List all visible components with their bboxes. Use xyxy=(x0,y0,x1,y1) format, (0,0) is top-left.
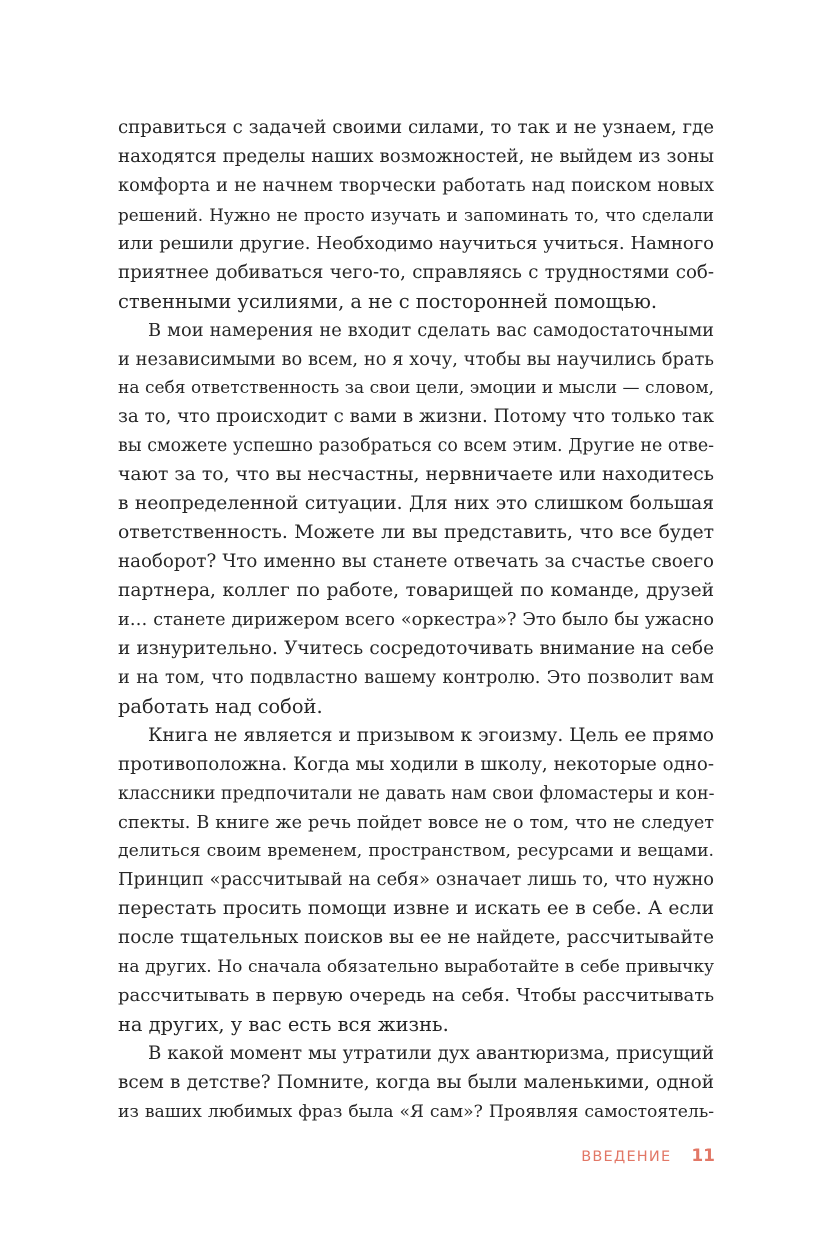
text-line: или решили другие. Необходимо научиться учиться. Намного xyxy=(118,232,714,254)
text-line: ственными усилиями, а не с посторонней помощью. xyxy=(118,289,658,313)
text-line: работать над собой. xyxy=(118,694,323,718)
text-line: комфорта и не начнем творчески работать над поиском новых xyxy=(118,174,714,196)
text-line: Книга не является и призывом к эгоизму. Цель ее прямо xyxy=(148,724,714,746)
body-text xyxy=(118,114,714,1127)
text-line: приятнее добиваться чего-то, справляясь с трудностями соб- xyxy=(118,261,714,283)
text-line: В мои намерения не входит сделать вас самодостаточными xyxy=(148,319,714,341)
text-line: справиться с задачей своими силами, то так и не узнаем, где xyxy=(118,117,714,138)
page-footer xyxy=(581,1146,715,1166)
text-line: наоборот? Что именно вы станете отвечать за счастье своего xyxy=(118,551,714,573)
text-line: спекты. В книге же речь пойдет вовсе не о том, что не следует xyxy=(118,812,714,833)
text-line: за то, что происходит с вами в жизни. Потому что только так xyxy=(118,406,714,428)
text-line: и независимыми во всем, но я хочу, чтобы вы научились брать xyxy=(118,348,714,370)
text-line: и на том, что подвластно вашему контролю. Это позволит вам xyxy=(118,666,714,688)
text-line: вы сможете успешно разобраться со всем этим. Другие не отве- xyxy=(118,436,714,457)
text-line: В какой момент мы утратили дух авантюризма, присущий xyxy=(148,1043,714,1064)
text-line: всем в детстве? Помните, когда вы были маленькими, одной xyxy=(118,1071,714,1093)
text-line: Принцип «рассчитывай на себя» означает лишь то, что нужно xyxy=(118,869,714,891)
text-line: в неопределенной ситуации. Для них это слишком большая xyxy=(118,493,714,515)
text-line: перестать просить помощи извне и искать ее в себе. А если xyxy=(118,898,714,920)
text-line: и… станете дирижером всего «оркестра»? Это было бы ужасно xyxy=(118,609,714,630)
text-line: после тщательных поисков вы ее не найдете, рассчитывайте xyxy=(118,927,714,949)
text-line: на себя ответственность за свои цели, эмоции и мысли — словом, xyxy=(118,378,714,399)
text-line: партнера, коллег по работе, товарищей по команде, друзей xyxy=(118,580,714,601)
text-line: делиться своим временем, пространством, ресурсами и вещами. xyxy=(118,841,714,862)
text-line: и изнурительно. Учитесь сосредоточивать внимание на себе xyxy=(118,637,714,659)
text-line: классники предпочитали не давать нам свои фломастеры и кон- xyxy=(118,783,715,804)
text-line: находятся пределы наших возможностей, не выйдем из зоны xyxy=(118,145,714,167)
text-line: чают за то, что вы несчастны, нервничаете или находитесь xyxy=(118,464,714,486)
text-line: на других, у вас есть вся жизнь. xyxy=(118,1013,449,1037)
text-line: на других. Но сначала обязательно выработайте в себе привычку xyxy=(118,957,714,978)
running-section-title: ВВЕДЕНИЕ xyxy=(581,1149,672,1165)
text-line: рассчитывать в первую очередь на себя. Чтобы рассчитывать xyxy=(118,985,714,1007)
text-line: из ваших любимых фраз была «Я сам»? Проявляя самостоятель- xyxy=(118,1101,714,1122)
text-line: ответственность. Можете ли вы представить, что все будет xyxy=(118,522,714,544)
page-number: 11 xyxy=(691,1146,715,1166)
text-line: решений. Нужно не просто изучать и запоминать то, что сделали xyxy=(118,204,714,225)
text-line: противоположна. Когда мы ходили в школу, некоторые одно- xyxy=(118,753,714,775)
